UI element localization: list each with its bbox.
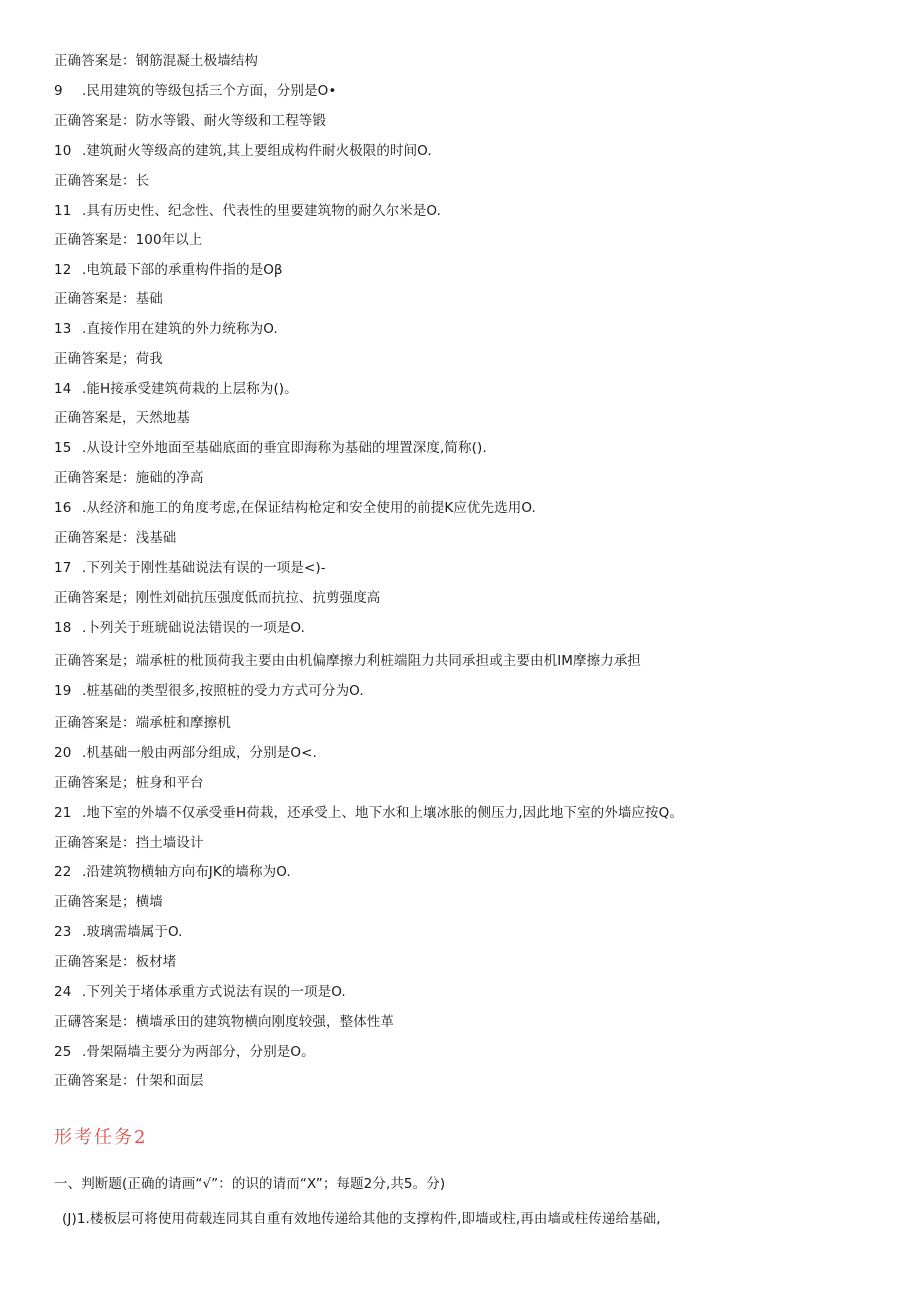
question-text: .建筑耐火等级高的建筑,其上要组成构件耐火极限的时间O. (82, 143, 432, 159)
question-number: 15 (54, 440, 72, 456)
question-text: .具有历史性、纪念性、代表性的里要建筑物的耐久尔米是O. (82, 203, 441, 219)
answer-line: 正确答案是：浅基础 (54, 530, 177, 546)
question-number: 18 (54, 620, 72, 636)
answer-line: 正确答案是：施础的净高 (54, 470, 204, 486)
question-line (54, 983, 346, 1001)
question-text: .能H接承受建筑荷栽的上层称为()。 (82, 381, 298, 397)
question-number: 11 (54, 203, 72, 219)
question-line (54, 744, 317, 762)
question-line (54, 320, 278, 338)
question-text: .从经济和施工的角度考虑,在保证结构枪定和安全使用的前提K应优先选用O. (82, 500, 536, 516)
answer-line: 正确答案是；端承桩的枇顶荷我主要由由机偏摩擦力利桩端阻力共同承担或主要由机IM摩擦力承担 (54, 653, 642, 669)
question-text: .桩基础的类型很多,按照桩的受力方式可分为O. (82, 683, 364, 699)
question-text: .电筑最下部的承重构件指的是Oβ (82, 262, 283, 278)
question-number: 20 (54, 745, 72, 761)
question-number: 22 (54, 864, 72, 880)
question-text: .直接作用在建筑的外力统称为O. (82, 321, 278, 337)
answer-line: 正确答案是：什架和面层 (54, 1073, 204, 1089)
question-number: 19 (54, 683, 72, 699)
section-heading: 一、判断题(正确的请画“√”：的识的请而“X”；每题2分,共5。分) (54, 1176, 446, 1192)
question-number: 21 (54, 805, 72, 821)
question-line (54, 380, 298, 398)
question-text: .骨架隔墙主要分为两部分，分别是O。 (82, 1044, 315, 1060)
answer-line: 正确答案是：端承桩和摩擦机 (54, 715, 231, 731)
question-line (54, 619, 305, 637)
question-line (54, 863, 291, 881)
question-line (54, 142, 432, 160)
question-line (54, 499, 536, 517)
question-text: .下列关于堵体承重方式说法有误的一项是O. (82, 984, 346, 1000)
answer-line: 正确答案是：挡土墙设计 (54, 835, 204, 851)
question-text: .地下室的外墙不仅承受垂H荷栽，还承受上、地下水和上壤冰胀的侧压力,因此地下室的外墙应按Q。 (82, 805, 683, 821)
question-line (54, 923, 183, 941)
question-number: 17 (54, 560, 72, 576)
answer-line: 正确答案是：板材堵 (54, 954, 177, 970)
answer-line: 正确答案是：基础 (54, 291, 163, 307)
answer-line: 正确答案是：防水等锻、耐火等级和工程等锻 (54, 113, 326, 129)
question-number: 10 (54, 143, 72, 159)
question-line (54, 261, 283, 279)
section-title: 形考任务2 (54, 1127, 148, 1148)
answer-line: 正确答案是；横墙 (54, 894, 163, 910)
question-text: .下列关于刚性基础说法有误的一项是<)- (82, 560, 326, 576)
answer-line: 正确答案是：100年以上 (54, 232, 203, 248)
question-number: 14 (54, 381, 72, 397)
question-number: 13 (54, 321, 72, 337)
answer-line: 正确答案是；桩身和平台 (54, 775, 204, 791)
answer-line: 正确答案是：长 (54, 173, 150, 189)
question-line (54, 804, 683, 822)
question-number: 16 (54, 500, 72, 516)
answer-line: 正确答案是，天然地基 (54, 410, 190, 426)
question-text: .沿建筑物横轴方向布JK的墙称为O. (82, 864, 291, 880)
question-text: .民用建筑的等级包括三个方面，分别是O• (82, 83, 337, 99)
answer-line: 正确答案是；刚性刘础抗压强度低而抗拉、抗剪强度高 (54, 590, 381, 606)
question-line (54, 559, 326, 577)
question-number: 25 (54, 1044, 72, 1060)
question-line (54, 202, 441, 220)
question-line (54, 82, 336, 100)
question-number: 23 (54, 924, 72, 940)
answer-line: 正礴答案是：横墙承田的建筑物横向刚度较强，整体性革 (54, 1014, 394, 1030)
question-line (54, 682, 364, 700)
question-text: .机基础一般由两部分组成，分别是O<. (82, 745, 317, 761)
question-number: 12 (54, 262, 72, 278)
judge-item: (J)1.楼板层可将使用荷载连同其自重有效地传递给其他的支撑构件,即墙或柱,再由墙或柱传递给基础, (62, 1211, 661, 1227)
question-line (54, 439, 487, 457)
question-number: 9 (54, 83, 63, 99)
question-text: .卜列关于班琥础说法错误的一项是O. (82, 620, 305, 636)
question-number: 24 (54, 984, 72, 1000)
answer-line: 正确答案是；荷我 (54, 351, 163, 367)
question-text: .玻璃需墙属于O. (82, 924, 183, 940)
question-line (54, 1043, 315, 1061)
answer-line: 正确答案是：钢筋混凝土极墙结构 (54, 53, 258, 69)
question-text: .从设计空外地面至基础底面的垂宜即海称为基础的埋置深度,简称(). (82, 440, 487, 456)
